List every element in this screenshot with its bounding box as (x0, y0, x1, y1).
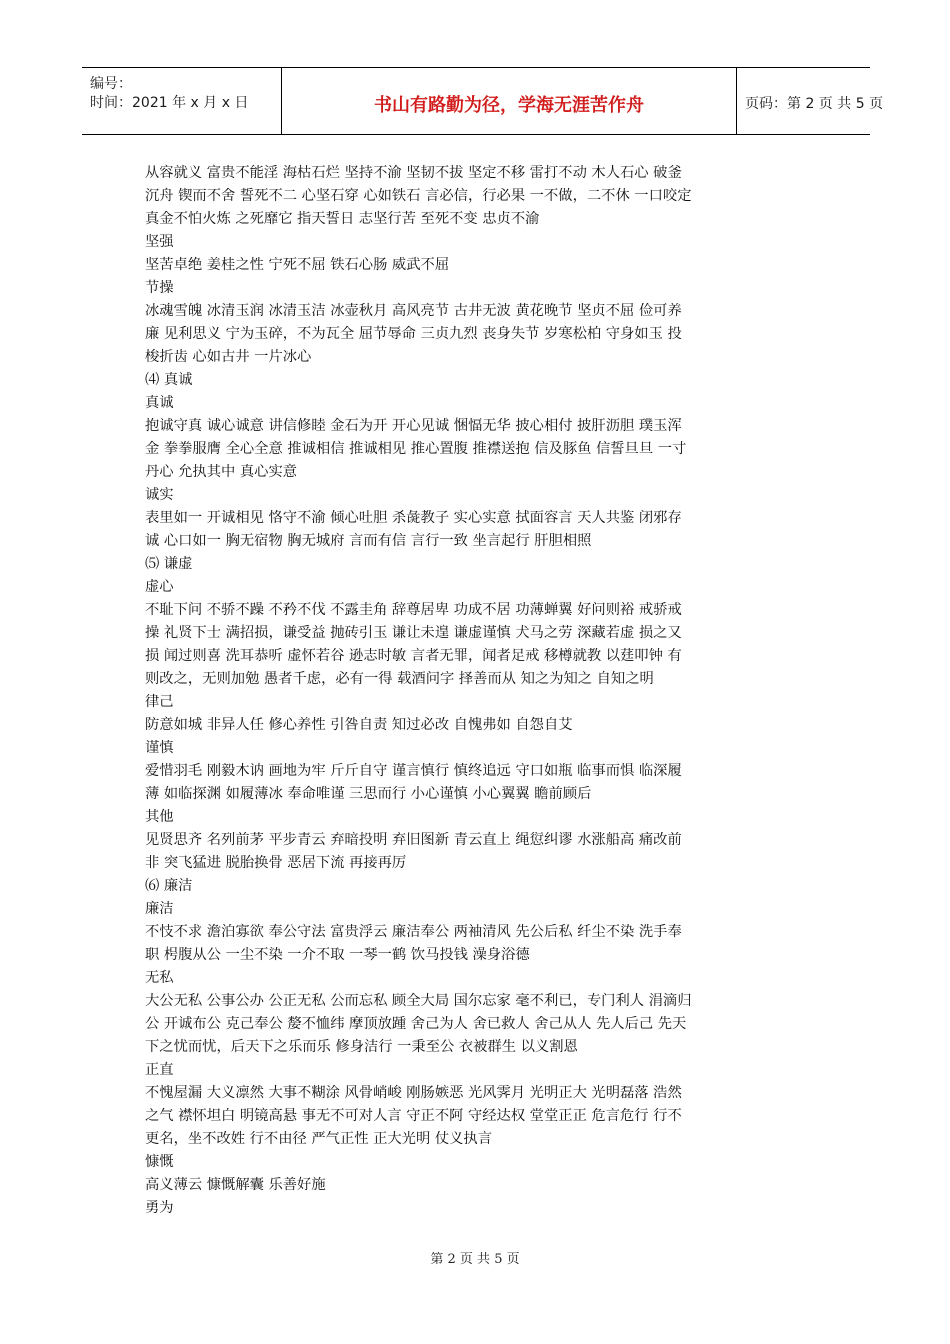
text-line: 坚苦卓绝 姜桂之性 宁死不屈 铁石心肠 威武不屈 (145, 257, 450, 273)
page-footer: 第 2 页 共 5 页 (430, 1252, 520, 1267)
header-motto-cell (282, 68, 737, 134)
text-line: 金 拳拳服膺 全心全意 推诚相信 推诚相见 推心置腹 推襟送抱 信及豚鱼 信誓旦旦 一寸 (145, 441, 687, 457)
text-line: 律己 (145, 694, 174, 710)
text-line: 损 闻过则喜 洗耳恭听 虚怀若谷 逊志时敏 言者无罪，闻者足戒 移樽就教 以莛叩钟 有 (145, 648, 682, 664)
document-body (145, 162, 805, 1220)
text-line: 冰魂雪魄 冰清玉润 冰清玉洁 冰壶秋月 高风亮节 古井无波 黄花晚节 坚贞不屈 俭可养 (145, 303, 682, 319)
text-line: 下之忧而忧，后天下之乐而乐 修身洁行 一秉至公 衣被群生 以义割恩 (145, 1039, 578, 1055)
text-line: 抱诚守真 诚心诚意 讲信修睦 金石为开 开心见诚 悃愊无华 披心相付 披肝沥胆 璞玉浑 (145, 418, 682, 434)
text-line: 慷慨 (145, 1154, 174, 1170)
header-table (82, 67, 884, 135)
text-line: 真金不怕火炼 之死靡它 指天誓日 志坚行苦 至死不变 忠贞不渝 (145, 211, 540, 227)
text-line: 廉洁 (145, 901, 174, 917)
header-info-cell (82, 68, 282, 134)
text-line: 操 礼贤下士 满招损，谦受益 抛砖引玉 谦让未遑 谦虚谨慎 犬马之劳 深藏若虚 损之又 (145, 625, 682, 641)
text-line: 大公无私 公事公办 公正无私 公而忘私 顾全大局 国尔忘家 毫不利已，专门利人 涓滴归 (145, 993, 692, 1009)
header-page-cell (737, 68, 884, 134)
text-line: 沉舟 锲而不舍 誓死不二 心坚石穿 心如铁石 言必信，行必果 一不做，二不休 一口咬定 (145, 188, 692, 204)
text-line: 不耻下问 不骄不躁 不矜不伐 不露圭角 辞尊居卑 功成不居 功薄蝉翼 好问则裕 戒骄戒 (145, 602, 682, 618)
text-line: 高义薄云 慷慨解囊 乐善好施 (145, 1177, 326, 1193)
text-line: 节操 (145, 280, 174, 296)
text-line: 坚强 (145, 234, 174, 250)
text-line: 丹心 允执其中 真心实意 (145, 464, 298, 480)
text-line: 勇为 (145, 1200, 174, 1216)
text-line: 廉 见利思义 宁为玉碎，不为瓦全 屈节辱命 三贞九烈 丧身失节 岁寒松柏 守身如玉 投 (145, 326, 682, 342)
text-line: 诚实 (145, 487, 174, 503)
text-line: 谨慎 (145, 740, 174, 756)
date-label: 时间：2021 年 x 月 x 日 (90, 95, 249, 111)
text-line: 其他 (145, 809, 174, 825)
text-line: ⑷ 真诚 (145, 372, 193, 388)
text-line: 爱惜羽毛 刚毅木讷 画地为牢 斤斤自守 谨言慎行 慎终追远 守口如瓶 临事而惧 临深履 (145, 763, 682, 779)
text-line: 诚 心口如一 胸无宿物 胸无城府 言而有信 言行一致 坐言起行 肝胆相照 (145, 533, 592, 549)
text-line: 梭折齿 心如古井 一片冰心 (145, 349, 312, 365)
page-code: 页码：第 2 页 共 5 页 (745, 96, 884, 112)
text-line: 不愧屋漏 大义凛然 大事不糊涂 风骨峭峻 刚肠嫉恶 光风霁月 光明正大 光明磊落 浩然 (145, 1085, 682, 1101)
text-line: 防意如城 非异人任 修心养性 引咎自责 知过必改 自愧弗如 自怨自艾 (145, 717, 573, 733)
text-line: 非 突飞猛进 脱胎换骨 恶居下流 再接再厉 (145, 855, 407, 871)
text-line: ⑸ 谦虚 (145, 556, 193, 572)
motto: 书山有路勤为径，学海无涯苦作舟 (374, 95, 644, 116)
text-line: 无私 (145, 970, 174, 986)
text-line: 职 枵腹从公 一尘不染 一介不取 一琴一鹤 饮马投钱 澡身浴德 (145, 947, 530, 963)
text-line: ⑹ 廉洁 (145, 878, 193, 894)
text-line: 薄 如临探渊 如履薄冰 奉命唯谨 三思而行 小心谨慎 小心翼翼 瞻前顾后 (145, 786, 592, 802)
text-line: 则改之，无则加勉 愚者千虑，必有一得 载酒问字 择善而从 知之为知之 自知之明 (145, 671, 654, 687)
text-line: 公 开诚布公 克己奉公 嫠不恤纬 摩顶放踵 舍己为人 舍已救人 舍己从人 先人后己 先天 (145, 1016, 687, 1032)
text-line: 正直 (145, 1062, 174, 1078)
text-line: 真诚 (145, 395, 174, 411)
text-line: 不忮不求 澹泊寡欲 奉公守法 富贵浮云 廉洁奉公 两袖清风 先公后私 纤尘不染 洗手奉 (145, 924, 682, 940)
text-line: 之气 襟怀坦白 明镜高悬 事无不可对人言 守正不阿 守经达权 堂堂正正 危言危行 行不 (145, 1108, 682, 1124)
number-label: 编号： (90, 76, 132, 92)
text-line: 见贤思齐 名列前茅 平步青云 弃暗投明 弃旧图新 青云直上 绳愆纠谬 水涨船高 痛改前 (145, 832, 682, 848)
text-line: 从容就义 富贵不能淫 海枯石烂 坚持不渝 坚韧不拔 坚定不移 雷打不动 木人石心 破釜 (145, 165, 682, 181)
text-line: 更名，坐不改姓 行不由径 严气正性 正大光明 仗义执言 (145, 1131, 493, 1147)
text-line: 表里如一 开诚相见 恪守不渝 倾心吐胆 杀彘教子 实心实意 拭面容言 天人共鉴 闭邪存 (145, 510, 682, 526)
text-line: 虚心 (145, 579, 174, 595)
